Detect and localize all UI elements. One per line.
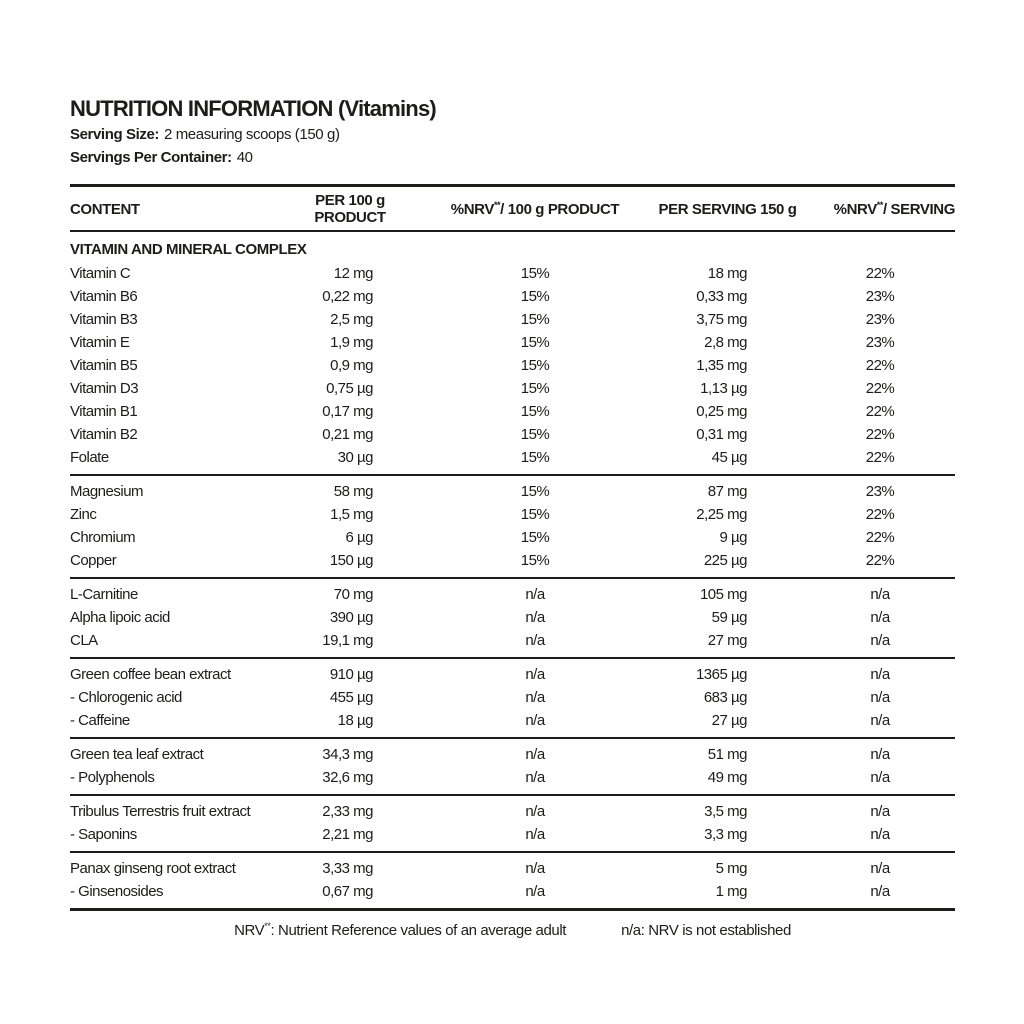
per-100g-cell: 0,21 mg [322, 426, 373, 443]
per-serving-cell: 2,25 mg [696, 506, 747, 523]
content-cell: Copper [70, 552, 117, 569]
nrv-serving-cell: 22% [865, 380, 895, 397]
per-100g-cell: 150 µg [329, 552, 373, 569]
per-serving-cell: 3,75 mg [696, 311, 747, 328]
per-100g-cell: 12 mg [333, 265, 373, 282]
per-100g-cell: 6 µg [345, 529, 373, 546]
per-100g-cell: 0,75 µg [326, 380, 373, 397]
content-cell: Chromium [70, 529, 136, 546]
nrv-serving-cell: 22% [865, 506, 895, 523]
nrv-100g-cell: 15% [520, 506, 550, 523]
table-row [70, 526, 955, 549]
nrv-100g-cell: n/a [525, 712, 545, 729]
table-section [70, 737, 955, 794]
per-100g-cell: 455 µg [329, 689, 373, 706]
nrv-100g-cell: n/a [525, 826, 545, 843]
per-serving-cell: 683 µg [703, 689, 747, 706]
per-100g-cell: 2,21 mg [322, 826, 373, 843]
nrv-100g-cell: 15% [520, 552, 550, 569]
table-row [70, 606, 955, 629]
nrv-serving-cell: n/a [870, 803, 890, 820]
table-row [70, 583, 955, 606]
table-row [70, 800, 955, 823]
nrv-100g-cell: 15% [520, 483, 550, 500]
per-serving-cell: 0,33 mg [696, 288, 747, 305]
per-serving-cell: 1 mg [715, 883, 747, 900]
content-cell: Vitamin B5 [70, 357, 138, 374]
table-section [70, 474, 955, 577]
content-cell: Vitamin C [70, 265, 131, 282]
na-footnote: n/a: NRV is not established [621, 922, 791, 939]
table-row [70, 503, 955, 526]
content-cell: Vitamin B6 [70, 288, 138, 305]
nrv-100g-cell: n/a [525, 803, 545, 820]
nrv-100g-cell: 15% [520, 288, 550, 305]
content-cell: Vitamin D3 [70, 380, 139, 397]
nrv-serving-cell: 22% [865, 449, 895, 466]
per-serving-cell: 3,5 mg [704, 803, 747, 820]
table-row [70, 880, 955, 903]
content-cell: CLA [70, 632, 98, 649]
nrv-100g-cell: 15% [520, 426, 550, 443]
content-cell: Magnesium [70, 483, 144, 500]
table-row [70, 686, 955, 709]
per-serving-cell: 0,25 mg [696, 403, 747, 420]
nrv-serving-cell: n/a [870, 826, 890, 843]
nrv-100g-cell: n/a [525, 769, 545, 786]
per-100g-cell: 30 µg [337, 449, 373, 466]
per-serving-cell: 87 mg [707, 483, 747, 500]
nrv-100g-cell: 15% [520, 311, 550, 328]
content-cell: - Ginsenosides [70, 883, 164, 900]
nrv-serving-cell: n/a [870, 586, 890, 603]
table-row [70, 549, 955, 572]
content-cell: - Saponins [70, 826, 137, 843]
per-100g-cell: 32,6 mg [322, 769, 373, 786]
table-section [70, 657, 955, 737]
table-row [70, 400, 955, 423]
nrv-100g-cell: n/a [525, 586, 545, 603]
nrv-serving-cell: 23% [865, 334, 895, 351]
table-row [70, 766, 955, 789]
column-header-nrv-serving: %NRV**/ SERVING [833, 199, 955, 218]
nrv-serving-cell: n/a [870, 769, 890, 786]
content-cell: - Polyphenols [70, 769, 155, 786]
table-row [70, 823, 955, 846]
nrv-serving-cell: 22% [865, 552, 895, 569]
nrv-footnote: NRV**: Nutrient Reference values of an average adult [234, 921, 567, 939]
per-100g-cell: 3,33 mg [322, 860, 373, 877]
per-serving-cell: 45 µg [711, 449, 747, 466]
serving-size-label: Serving Size: [70, 126, 159, 143]
table-row [70, 285, 955, 308]
nrv-100g-cell: n/a [525, 860, 545, 877]
content-cell: Vitamin B3 [70, 311, 138, 328]
nutrition-label [70, 94, 955, 942]
nrv-serving-cell: n/a [870, 609, 890, 626]
per-100g-cell: 70 mg [333, 586, 373, 603]
per-serving-cell: 27 µg [711, 712, 747, 729]
table-row [70, 331, 955, 354]
table-row [70, 423, 955, 446]
column-header-per-serving: PER SERVING 150 g [658, 200, 797, 218]
nrv-serving-cell: 23% [865, 288, 895, 305]
nrv-100g-cell: 15% [520, 529, 550, 546]
table-row [70, 663, 955, 686]
table-row [70, 262, 955, 285]
table-row [70, 377, 955, 400]
nrv-serving-cell: 22% [865, 265, 895, 282]
content-cell: - Chlorogenic acid [70, 689, 182, 706]
per-100g-cell: 0,9 mg [330, 357, 373, 374]
per-serving-cell: 18 mg [707, 265, 747, 282]
table-header-row [70, 184, 955, 232]
content-cell: Zinc [70, 506, 97, 523]
per-100g-cell: 0,17 mg [322, 403, 373, 420]
content-cell: Vitamin B2 [70, 426, 138, 443]
servings-per-container-line [70, 146, 955, 169]
content-cell: Vitamin B1 [70, 403, 138, 420]
per-serving-cell: 0,31 mg [696, 426, 747, 443]
serving-size-value: 2 measuring scoops (150 g) [164, 126, 340, 143]
table-row [70, 446, 955, 469]
per-100g-cell: 1,9 mg [330, 334, 373, 351]
column-header-content: CONTENT [70, 200, 140, 218]
content-cell: Alpha lipoic acid [70, 609, 170, 626]
per-serving-cell: 9 µg [719, 529, 747, 546]
nrv-serving-cell: n/a [870, 689, 890, 706]
nrv-100g-cell: n/a [525, 609, 545, 626]
column-header-per-100g: PER 100 g PRODUCT [314, 192, 386, 226]
servings-per-container-value: 40 [236, 149, 253, 166]
nrv-serving-cell: 23% [865, 311, 895, 328]
per-100g-cell: 2,33 mg [322, 803, 373, 820]
per-serving-cell: 5 mg [715, 860, 747, 877]
nrv-100g-cell: 15% [520, 380, 550, 397]
nrv-100g-cell: 15% [520, 265, 550, 282]
content-cell: Green coffee bean extract [70, 666, 231, 683]
section-title: VITAMIN AND MINERAL COMPLEX [70, 241, 307, 258]
nrv-100g-cell: 15% [520, 334, 550, 351]
per-serving-cell: 51 mg [707, 746, 747, 763]
nrv-100g-cell: 15% [520, 403, 550, 420]
table-section [70, 851, 955, 908]
per-100g-cell: 0,67 mg [322, 883, 373, 900]
nrv-serving-cell: n/a [870, 632, 890, 649]
content-cell: Folate [70, 449, 109, 466]
nrv-serving-cell: 22% [865, 403, 895, 420]
nrv-100g-cell: n/a [525, 689, 545, 706]
per-serving-cell: 59 µg [711, 609, 747, 626]
per-100g-cell: 0,22 mg [322, 288, 373, 305]
table-row [70, 857, 955, 880]
nrv-serving-cell: n/a [870, 883, 890, 900]
nrv-serving-cell: 22% [865, 357, 895, 374]
per-serving-cell: 3,3 mg [704, 826, 747, 843]
nrv-100g-cell: 15% [520, 449, 550, 466]
per-100g-cell: 390 µg [329, 609, 373, 626]
content-cell: Vitamin E [70, 334, 130, 351]
page-title: NUTRITION INFORMATION (Vitamins) [70, 96, 436, 121]
content-cell: L-Carnitine [70, 586, 138, 603]
per-100g-cell: 1,5 mg [330, 506, 373, 523]
nrv-100g-cell: 15% [520, 357, 550, 374]
nrv-serving-cell: 22% [865, 426, 895, 443]
nrv-serving-cell: n/a [870, 712, 890, 729]
table-section [70, 232, 955, 474]
nrv-100g-cell: n/a [525, 666, 545, 683]
nrv-serving-cell: 23% [865, 483, 895, 500]
nrv-100g-cell: n/a [525, 746, 545, 763]
nrv-100g-cell: n/a [525, 632, 545, 649]
table-row [70, 480, 955, 503]
content-cell: Green tea leaf extract [70, 746, 204, 763]
per-serving-cell: 1,35 mg [696, 357, 747, 374]
per-100g-cell: 2,5 mg [330, 311, 373, 328]
per-100g-cell: 18 µg [337, 712, 373, 729]
content-cell: Tribulus Terrestris fruit extract [70, 803, 251, 820]
per-100g-cell: 910 µg [329, 666, 373, 683]
table-row [70, 354, 955, 377]
per-serving-cell: 27 mg [707, 632, 747, 649]
content-cell: Panax ginseng root extract [70, 860, 236, 877]
per-100g-cell: 34,3 mg [322, 746, 373, 763]
nrv-serving-cell: n/a [870, 666, 890, 683]
per-100g-cell: 19,1 mg [322, 632, 373, 649]
nrv-100g-cell: n/a [525, 883, 545, 900]
column-header-nrv-100g: %NRV**/ 100 g PRODUCT [450, 199, 620, 218]
table-row [70, 308, 955, 331]
per-serving-cell: 105 mg [699, 586, 747, 603]
table-section [70, 577, 955, 657]
content-cell: - Caffeine [70, 712, 130, 729]
nrv-serving-cell: n/a [870, 860, 890, 877]
per-serving-cell: 2,8 mg [704, 334, 747, 351]
serving-size-line [70, 123, 955, 146]
servings-per-container-label: Servings Per Container: [70, 149, 232, 166]
per-serving-cell: 225 µg [703, 552, 747, 569]
footnotes [70, 920, 955, 942]
table-row [70, 629, 955, 652]
per-serving-cell: 1365 µg [695, 666, 747, 683]
per-100g-cell: 58 mg [333, 483, 373, 500]
table-section [70, 794, 955, 851]
nrv-serving-cell: 22% [865, 529, 895, 546]
table-row [70, 743, 955, 766]
table-body [70, 232, 955, 911]
table-row [70, 709, 955, 732]
nrv-serving-cell: n/a [870, 746, 890, 763]
per-serving-cell: 49 mg [707, 769, 747, 786]
per-serving-cell: 1,13 µg [700, 380, 747, 397]
